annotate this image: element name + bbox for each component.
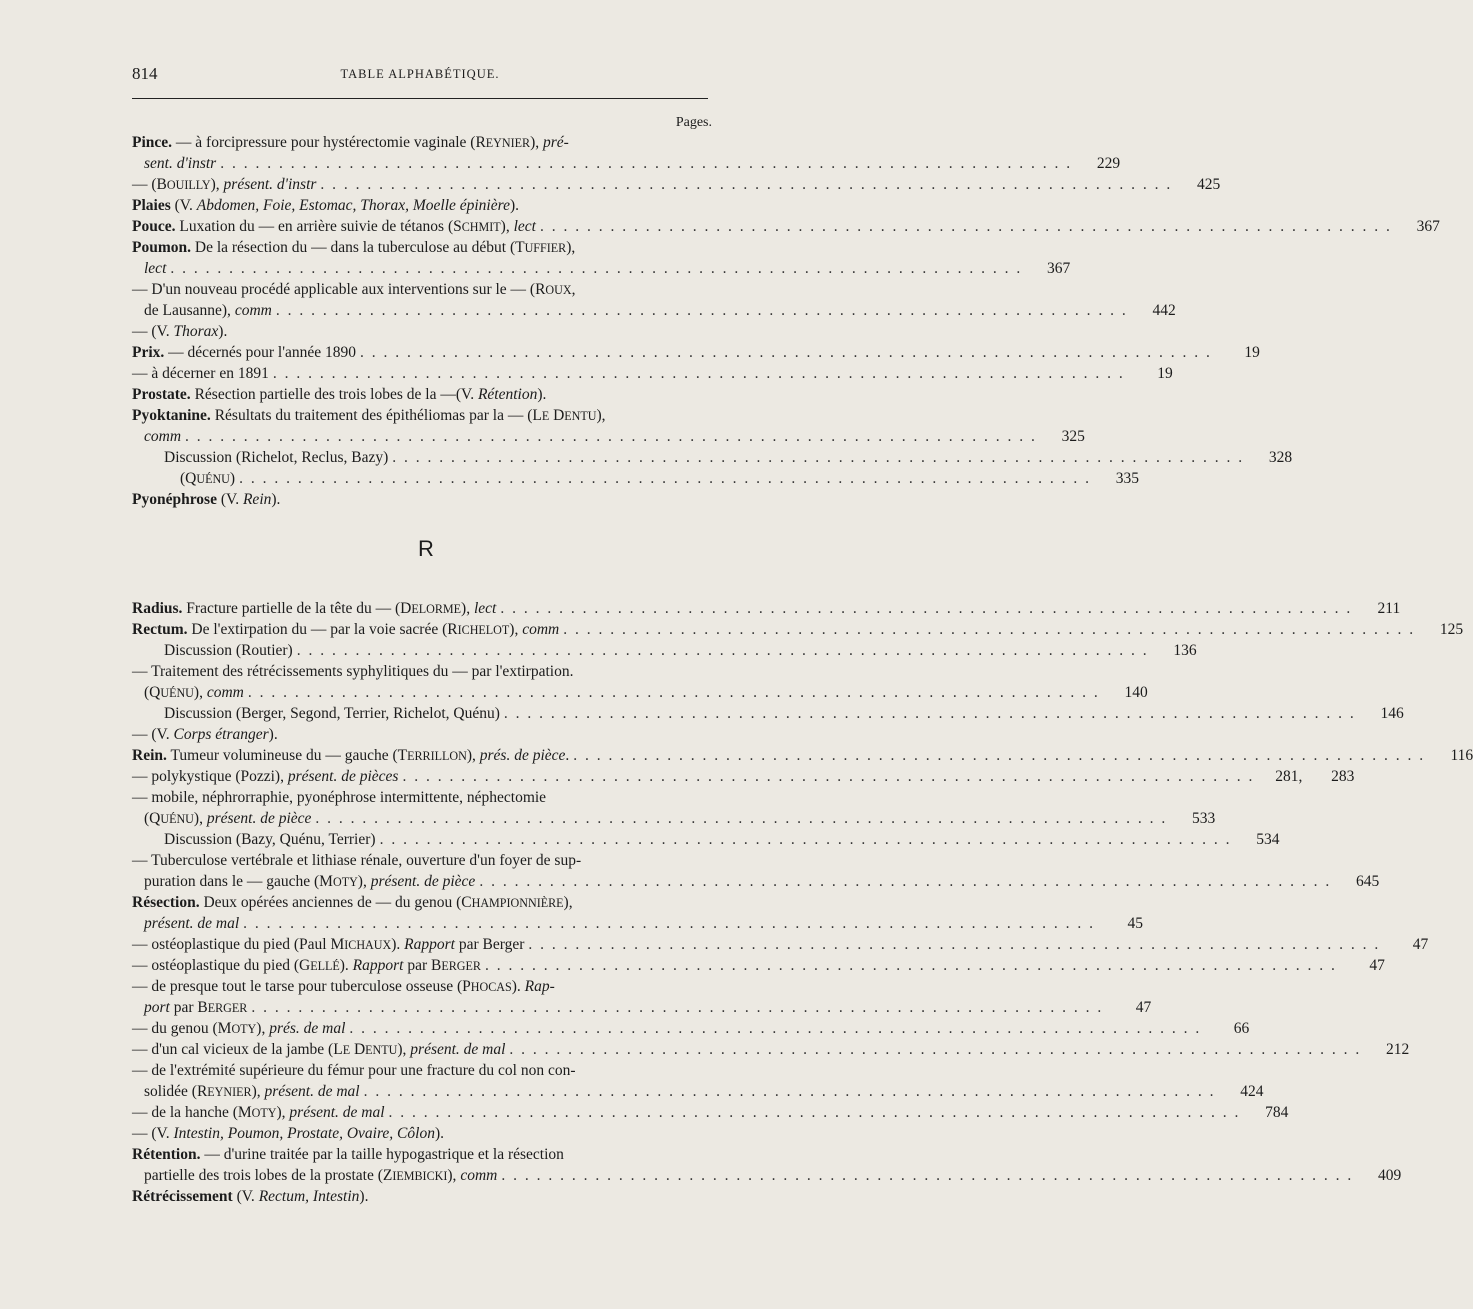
entry-text: Pince. — à forcipressure pour hystérectomie vaginale (REYNIER), pré- [132,134,569,151]
index-entry [132,491,712,512]
running-title: TABLE ALPHABÉTIQUE. [340,67,500,81]
index-entry [132,747,1473,768]
index-entry [132,218,1440,239]
entry-page: 66 [1233,1020,1250,1037]
dot-leader [293,642,1153,660]
index-entry [132,768,1355,789]
index-entry [132,705,1404,726]
index-entry [132,365,1173,386]
entry-page: 645 [1355,873,1380,890]
dot-leader [166,260,1026,278]
index-entry [132,281,712,302]
index-entry [132,684,1148,705]
entry-page: 136 [1173,642,1197,659]
entry-page: 425 [1197,176,1221,193]
dot-leader [345,1020,1205,1038]
entry-text: — (V. Thorax). [132,323,228,340]
index-entry [132,449,1293,470]
dot-leader [524,936,1384,954]
dot-leader [376,831,1236,849]
dot-leader [398,768,1258,786]
index-entry [132,1188,712,1209]
entry-text: Pyonéphrose (V. Rein). [132,491,281,508]
dot-leader [181,428,1041,446]
entry-text: (QUÉNU), comm [144,684,244,701]
entry-text: (QUÉNU) [180,470,236,487]
dot-leader [247,999,1107,1017]
index-entry [132,239,712,260]
entry-text: — du genou (MOTY), prés. de mal [132,1020,346,1037]
index-entry [132,176,1221,197]
index-entry [132,621,1464,642]
entry-text: — Traitement des rétrécissements syphylitiques du — par l'extirpation. [132,663,574,680]
index-entry [132,789,712,810]
entry-text: Poumon. De la résection du — dans la tuberculose au début (TUFFIER), [132,239,576,256]
entry-text: — (V. Corps étranger). [132,726,278,743]
index-entry [132,134,712,155]
index-entry [132,663,712,684]
entry-text: Rétrécissement (V. Rectum, Intestin). [132,1188,369,1205]
entry-text: Radius. Fracture partielle de la tête du — (DELORME), lect [132,600,497,617]
entry-page: 19 [1157,365,1173,382]
entry-text: partielle des trois lobes de la prostate (ZIEMBICKI), comm [144,1167,498,1184]
index-entry [132,726,712,747]
entry-text: comm [144,428,182,445]
entry-page: 409 [1377,1167,1402,1184]
pages-column-label: Pages. [675,115,712,130]
entry-text: Discussion (Richelot, Reclus, Bazy) [164,449,389,466]
entry-page: 125 [1439,621,1464,638]
entry-text: — ostéoplastique du pied (GELLÉ). Rapport par BERGER [132,957,481,974]
dot-leader [388,449,1248,467]
entry-page: 47 [1135,999,1152,1016]
entry-text: Prostate. Résection partielle des trois lobes de la —(V. Rétention). [132,386,547,403]
index-entry [132,1041,1410,1062]
entry-text: — polykystique (Pozzi), présent. de pièces [132,768,399,785]
dot-leader [569,747,1429,765]
entry-page: 19 [1244,344,1260,361]
entry-page: 140 [1124,684,1148,701]
entry-text: Résection. Deux opérées anciennes de — du genou (CHAMPIONNIÈRE), [132,894,573,911]
entry-page: 116 [1450,747,1473,764]
entry-page: 211 [1377,600,1401,617]
entry-page: 146 [1380,705,1404,722]
index-entry [132,810,1216,831]
index-entry [132,936,1429,957]
index-entry [132,1146,712,1167]
index-entry [132,1125,712,1146]
index-entry [132,1083,1264,1104]
entry-page: 47 [1369,957,1385,974]
entry-text: (QUÉNU), présent. de pièce [144,810,312,827]
entries-p [132,134,1440,512]
entry-page: 442 [1152,302,1176,319]
entry-text: port par BERGER [144,999,248,1016]
entry-page-2: 283 [1331,768,1355,785]
entry-page: 335 [1115,470,1139,487]
section-letter: R [418,536,434,561]
dot-leader [244,684,1104,702]
index-entry [132,873,1380,894]
dot-leader [311,810,1171,828]
entry-text: — à décerner en 1891 [132,365,269,382]
entry-page: 325 [1061,428,1085,445]
index-entry [132,428,1085,449]
dot-leader [235,470,1095,488]
entry-text: — d'un cal vicieux de la jambe (LE DENTU), présent. de mal [132,1041,506,1058]
dot-leader [500,705,1360,723]
dot-leader [272,302,1132,320]
index-entry [132,1167,1402,1188]
index-entry [132,999,1152,1020]
entry-text: — ostéoplastique du pied (Paul MICHAUX). Rapport par Berger [132,936,525,953]
index-entry [132,831,1280,852]
index-entry [132,1104,1289,1125]
entry-page: 784 [1265,1104,1289,1121]
entry-text: — de la hanche (MOTY), présent. de mal [132,1104,385,1121]
entry-text: sent. d'instr [144,155,217,172]
dot-leader [360,1083,1220,1101]
index-entry [132,260,1071,281]
dot-leader [316,176,1176,194]
entry-text: Rein. Tumeur volumineuse du — gauche (TERRILLON), prés. de pièce. [132,747,570,764]
dot-leader [356,344,1216,362]
entry-text: présent. de mal [144,915,240,932]
entry-page: 424 [1240,1083,1264,1100]
dot-leader [481,957,1341,975]
index-entry [132,852,712,873]
index-entry [132,386,712,407]
page-number: 814 [132,64,158,83]
entry-page: 534 [1256,831,1280,848]
entry-text: Prix. — décernés pour l'année 1890 [132,344,357,361]
entry-text: de Lausanne), comm [144,302,272,319]
entry-page: 229 [1096,155,1121,172]
entry-page: 212 [1386,1041,1410,1058]
index-entry [132,470,1139,491]
entry-page: 367 [1416,218,1440,235]
index-entry [132,1062,712,1083]
index-entry [132,957,1385,978]
dot-leader [269,365,1129,383]
index-entry [132,302,1176,323]
dot-leader [497,1167,1357,1185]
entry-page: 533 [1192,810,1216,827]
entry-text: — de l'extrémité supérieure du fémur pour une fracture du col non con- [132,1062,576,1079]
entry-page: 47 [1412,936,1429,953]
entry-text: puration dans le — gauche (MOTY), présent. de pièce [144,873,476,890]
entry-text: lect [144,260,167,277]
dot-leader [475,873,1335,891]
header-rule [132,98,708,99]
entry-page: 281, [1275,768,1303,785]
entry-text: Pouce. Luxation du — en arrière suivie de tétanos (SCHMIT), lect [132,218,536,235]
entry-text: Pyoktanine. Résultats du traitement des épithéliomas par la — (LE DENTU), [132,407,606,424]
index-entry [132,894,712,915]
entry-text: — mobile, néphrorraphie, pyonéphrose intermittente, néphectomie [132,789,547,806]
dot-leader [496,600,1356,618]
entry-text: — de presque tout le tarse pour tuberculose osseuse (PHOCAS). Rap- [132,978,555,995]
entry-text: — (BOUILLY), présent. d'instr [132,176,317,193]
index-entry [132,600,1401,621]
entry-text: Plaies (V. Abdomen, Foie, Estomac, Thorax, Moelle épinière). [132,197,520,214]
index-entry [132,1020,1250,1041]
dot-leader [536,218,1396,236]
index-entry [132,197,712,218]
index-entry [132,915,1144,936]
dot-leader [505,1041,1365,1059]
entry-text: — (V. Intestin, Poumon, Prostate, Ovaire, Côlon). [132,1125,444,1142]
entry-text: Rectum. De l'extirpation du — par la voie sacrée (RICHELOT), comm [132,621,560,638]
dot-leader [216,155,1076,173]
index-entry [132,407,712,428]
entry-text: Rétention. — d'urine traitée par la taille hypogastrique et la résection [132,1146,564,1163]
index-entry [132,642,1197,663]
entry-page: 367 [1047,260,1071,277]
dot-leader [239,915,1099,933]
entry-text: Discussion (Routier) [164,642,293,659]
entry-page: 328 [1268,449,1293,466]
index-entry [132,344,1260,365]
entry-text: Discussion (Bazy, Quénu, Terrier) [164,831,376,848]
entries-r [132,600,1473,1209]
index-entry [132,323,712,344]
index-entry [132,978,712,999]
entry-text: — Tuberculose vertébrale et lithiase rénale, ouverture d'un foyer de sup- [132,852,582,869]
entry-text: solidée (REYNIER), présent. de mal [144,1083,360,1100]
entry-page: 45 [1127,915,1144,932]
entry-text: Discussion (Berger, Segond, Terrier, Richelot, Quénu) [164,705,500,722]
index-entry [132,155,1121,176]
page-header [132,64,708,90]
entry-text: — D'un nouveau procédé applicable aux interventions sur le — (ROUX, [132,281,576,298]
dot-leader [559,621,1419,639]
dot-leader [385,1104,1245,1122]
